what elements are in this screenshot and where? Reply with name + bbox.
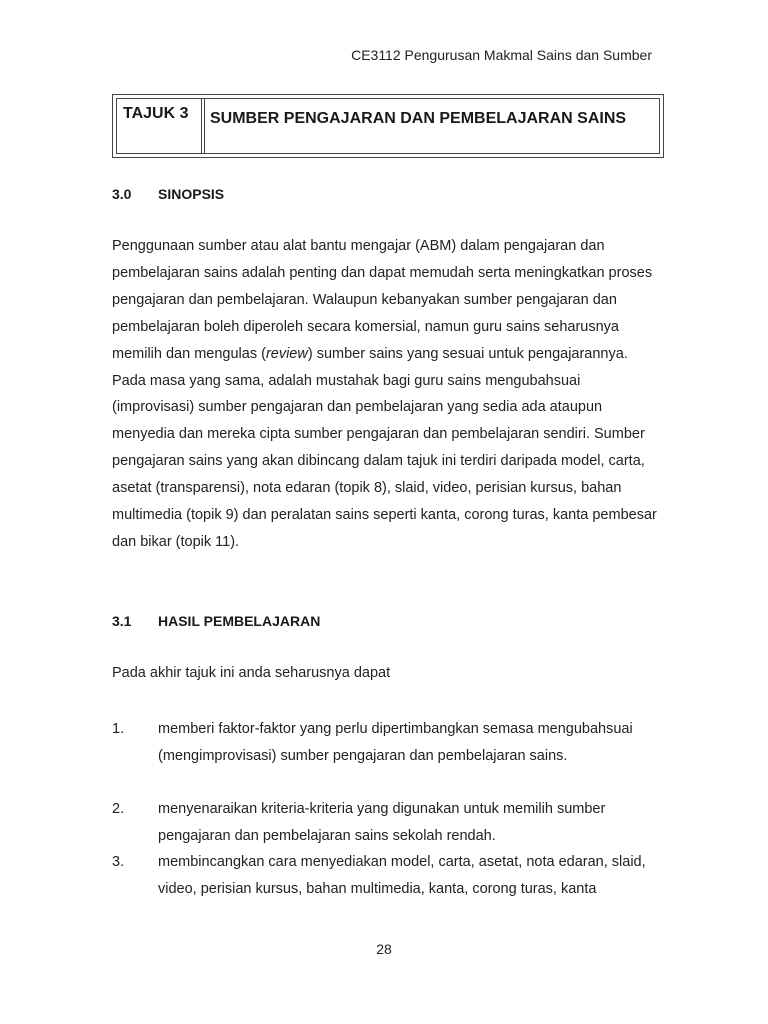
list-item-number: 3. [112,854,125,870]
list-item-text: menyenaraikan kriteria-kriteria yang digunakan untuk memilih sumber pengajaran dan pembelajaran sains sekolah rendah. [158,801,606,844]
running-header: CE3112 Pengurusan Makmal Sains dan Sumber [351,47,652,63]
synopsis-italic-term: review [265,345,308,362]
page-number: 28 [376,941,392,957]
topic-label-cell [117,99,205,153]
list-item-text: membincangkan cara menyediakan model, carta, asetat, nota edaran, slaid, video, perisian kursus, bahan multimedia, kanta, corong turas, kanta [158,854,646,897]
outcomes-number: 3.1 [112,613,132,629]
list-item-number: 2. [112,801,125,817]
topic-title-cell [205,99,659,153]
list-item-number: 1. [112,721,125,737]
topic-label: TAJUK 3 [123,105,189,122]
synopsis-paragraph [112,233,657,556]
topic-title: SUMBER PENGAJARAN DAN PEMBELAJARAN SAINS [210,110,627,127]
outcomes-heading-text: HASIL PEMBELAJARAN [158,613,321,629]
synopsis-heading-text: SINOPSIS [158,186,225,202]
topic-title-box [112,94,664,158]
synopsis-number: 3.0 [112,186,132,202]
synopsis-heading [112,186,224,202]
outcomes-intro: Pada akhir tajuk ini anda seharusnya dapat [112,665,391,681]
outcomes-heading [112,613,320,629]
topic-title-inner-border [116,98,660,154]
synopsis-text-part-1: Penggunaan sumber atau alat bantu mengajar (ABM) dalam pengajaran dan pembelajaran sains adalah penting dan dapat memudah serta meningkatkan proses pengajaran dan pembelajaran. Walaupun kebanyakan sumber pengajaran dan pembelajaran boleh diperoleh secara komersial, namun guru sains seharusnya memilih dan mengulas ( [112,238,653,362]
synopsis-text-part-2: ) sumber sains yang sesuai untuk pengajarannya. Pada masa yang sama, adalah mustahak bagi guru sains mengubahsuai (improvisasi) sumber pengajaran dan pembelajaran yang sedia ada ataupun menyedia dan mereka cipta sumber pengajaran dan pembelajaran sendiri. Sumber pengajaran sains yang akan dibincang dalam tajuk ini terdiri daripada model, carta, asetat (transparensi), nota edaran (topik 8), slaid, video, perisian kursus, bahan multimedia (topik 9) dan peralatan sains seperti kanta, corong turas, kanta pembesar dan bikar (topik 11). [112,345,657,550]
list-item-text: memberi faktor-faktor yang perlu dipertimbangkan semasa mengubahsuai (mengimprovisasi) sumber pengajaran dan pembelajaran sains. [158,721,633,764]
